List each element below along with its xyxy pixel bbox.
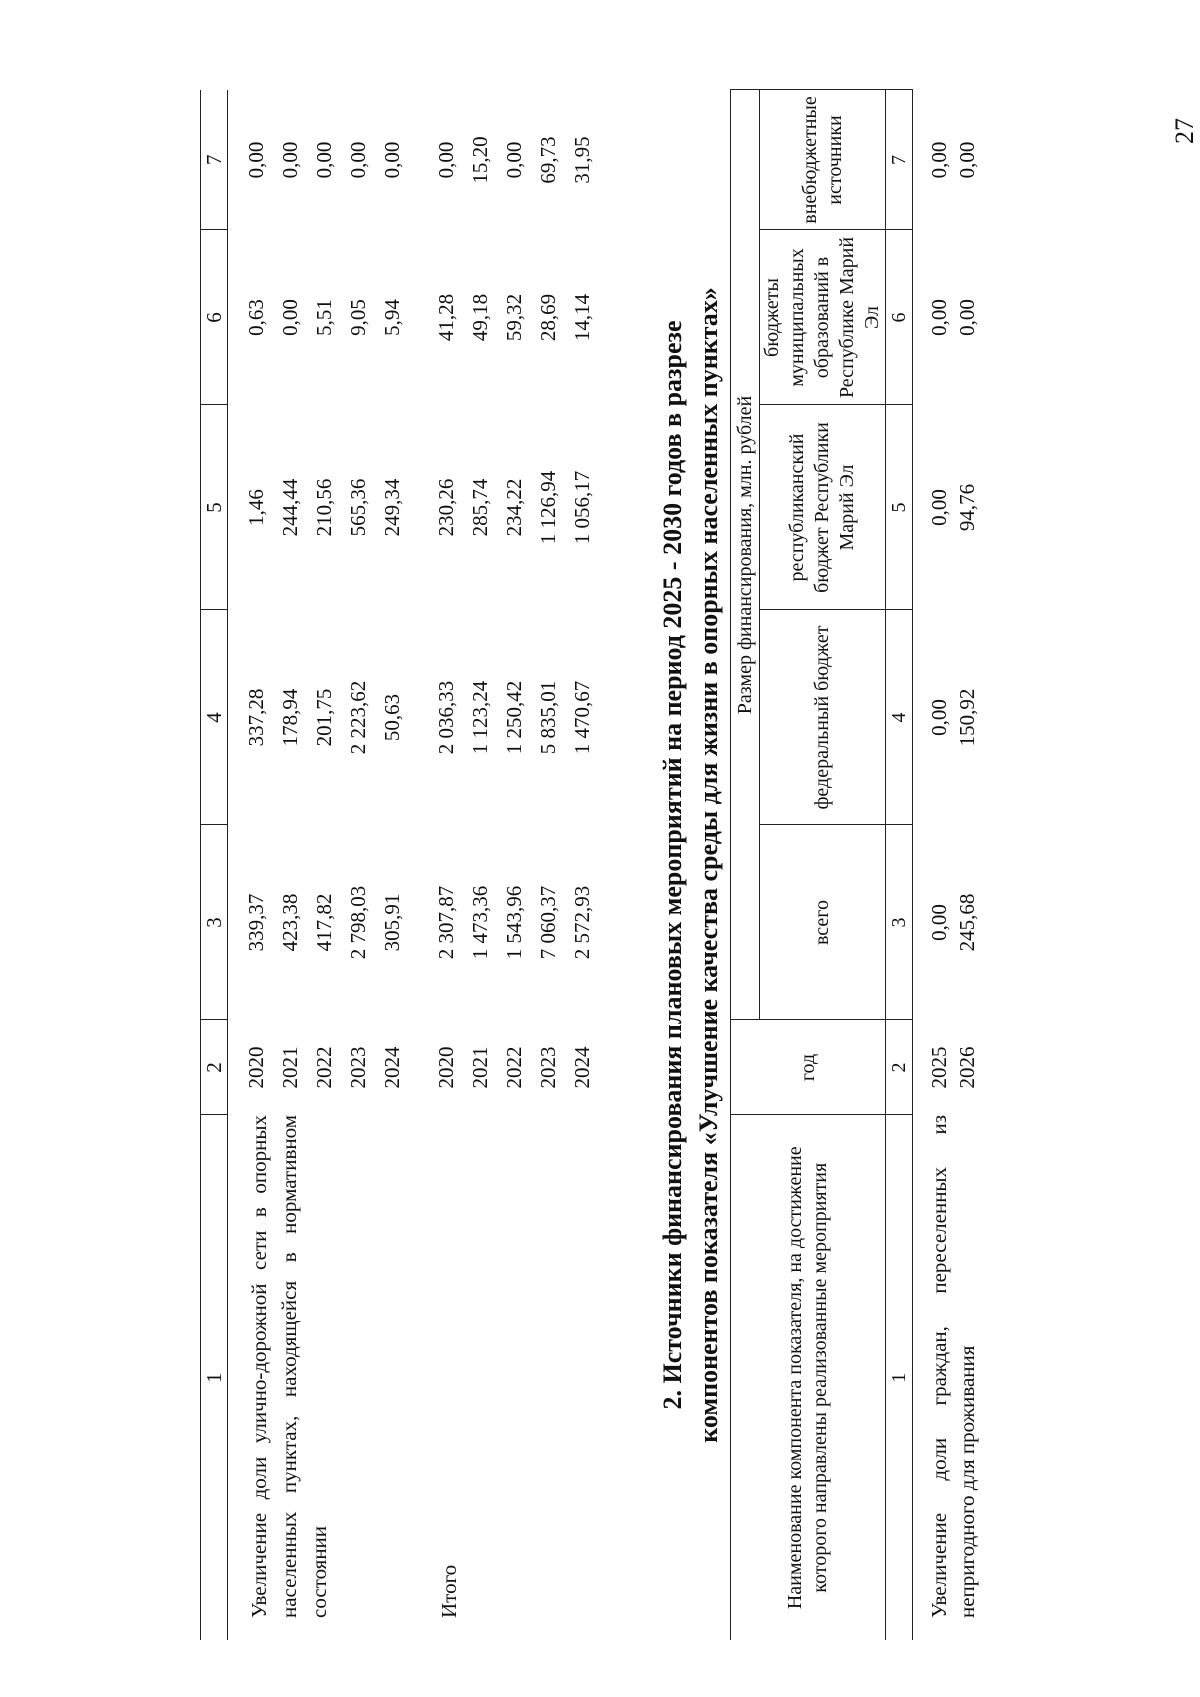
rotated-content	[200, 96, 1000, 1640]
value-cell: 69,73	[536, 136, 560, 184]
col-number: 1	[886, 1115, 913, 1640]
col-header-extrabudget: внебюджетные источники	[760, 90, 886, 230]
col-header: 5	[201, 405, 228, 610]
year-cell: 2020	[434, 1046, 458, 1089]
value-cell: 249,34	[380, 478, 404, 537]
value-cell: 244,44	[278, 478, 302, 537]
value-cell: 7 060,37	[536, 885, 560, 960]
value-cell: 417,82	[312, 893, 336, 952]
component-name: Увеличение доли граждан, переселенных из непригодного для проживания	[927, 1115, 979, 1618]
col-header-group: Размер финансирования, млн. рублей	[731, 90, 760, 1020]
value-cell: 59,32	[502, 293, 526, 342]
heading-line-1: 2. Источники финансирования плановых мероприятий на период 2025 - 2030 годов в разрезе	[658, 320, 687, 1410]
value-cell: 245,68	[955, 893, 979, 952]
col-header-total: всего	[760, 825, 886, 1020]
row-spacer	[414, 90, 434, 1640]
value-cell: 94,76	[955, 483, 979, 532]
col-header-republic: республиканский бюджет Республики Марий Эл	[760, 405, 886, 610]
col-header: 6	[201, 230, 228, 405]
value-cell: 0,63	[244, 299, 268, 336]
section-heading	[655, 90, 727, 1640]
value-cell: 2 572,93	[570, 885, 594, 960]
value-cell: 41,28	[434, 293, 458, 342]
year-cell: 2024	[570, 1046, 594, 1089]
value-cell: 0,00	[927, 699, 951, 736]
value-cell: 210,56	[312, 478, 336, 537]
value-cell: 28,69	[536, 293, 560, 342]
value-cell: 0,00	[312, 141, 336, 179]
value-cell: 234,22	[502, 478, 526, 537]
value-cell: 1 250,42	[502, 680, 526, 755]
value-cell: 0,00	[244, 141, 268, 179]
table-header-row	[731, 90, 760, 1640]
value-cell: 337,28	[244, 688, 268, 747]
value-cell: 178,94	[278, 688, 302, 747]
year-cell: 2021	[278, 1046, 302, 1089]
value-cell: 1 123,24	[468, 680, 492, 755]
col-number: 4	[886, 610, 913, 825]
value-cell: 1,46	[244, 489, 268, 526]
value-cell: 0,00	[434, 141, 458, 179]
value-cell: 0,00	[278, 299, 302, 336]
value-cell: 15,20	[468, 136, 492, 184]
value-cell: 49,18	[468, 293, 492, 342]
value-cell: 14,14	[570, 293, 594, 342]
page-number: 27	[1170, 118, 1199, 144]
value-cell: 2 307,87	[434, 885, 458, 960]
column-number-row	[886, 90, 913, 1640]
col-number: 3	[886, 825, 913, 1020]
value-cell: 9,05	[346, 299, 370, 336]
value-cell: 230,26	[434, 478, 458, 537]
value-cell: 1 056,17	[570, 470, 594, 545]
value-cell: 0,00	[380, 141, 404, 179]
col-number: 2	[886, 1020, 913, 1115]
col-header-component: Наименование компонента показателя, на достижение которого направлены реализованные мероприятия	[731, 1115, 886, 1640]
value-cell: 285,74	[468, 478, 492, 537]
year-cell: 2023	[536, 1046, 560, 1089]
value-cell: 31,95	[570, 136, 594, 184]
value-cell: 1 126,94	[536, 470, 560, 545]
value-cell: 0,00	[502, 141, 526, 179]
value-cell: 565,36	[346, 478, 370, 537]
value-cell: 150,92	[955, 688, 979, 747]
value-cell: 305,91	[380, 893, 404, 952]
col-number: 5	[886, 405, 913, 610]
year-cell: 2023	[346, 1046, 370, 1089]
col-header: 7	[201, 90, 228, 230]
col-number: 6	[886, 230, 913, 405]
value-cell: 0,00	[278, 141, 302, 179]
table-row	[913, 90, 954, 1640]
col-header: 4	[201, 610, 228, 825]
value-cell: 423,38	[278, 893, 302, 952]
table-row	[228, 90, 279, 1640]
col-header: 3	[201, 825, 228, 1020]
value-cell: 5 835,01	[536, 680, 560, 755]
col-header-municipal: бюджеты муниципальных образований в Республике Марий Эл	[760, 230, 886, 405]
table-header-row	[201, 90, 228, 1640]
value-cell: 5,94	[380, 299, 404, 336]
col-header: 1	[201, 1115, 228, 1640]
year-cell: 2024	[380, 1046, 404, 1089]
col-header-federal: федеральный бюджет	[760, 610, 886, 825]
value-cell: 0,00	[927, 141, 951, 179]
table-row	[434, 90, 468, 1640]
component-name: Увеличение доли улично-дорожной сети в опорных населенных пунктах, находящейся в нормативном состоянии	[247, 1115, 331, 1618]
value-cell: 1 470,67	[570, 680, 594, 755]
value-cell: 50,63	[380, 693, 404, 742]
value-cell: 5,51	[312, 299, 336, 336]
col-header: 2	[201, 1020, 228, 1115]
table-financing-2020-2024	[200, 90, 604, 1640]
value-cell: 0,00	[955, 299, 979, 336]
col-header-year: год	[731, 1020, 886, 1115]
year-cell: 2021	[468, 1046, 492, 1089]
heading-line-2: компонентов показателя «Улучшение качества среды для жизни в опорных населенных пунктах»	[694, 287, 723, 1443]
col-number: 7	[886, 90, 913, 230]
value-cell: 0,00	[927, 904, 951, 941]
value-cell: 339,37	[244, 893, 268, 952]
year-cell: 2020	[244, 1046, 268, 1089]
value-cell: 201,75	[312, 688, 336, 747]
value-cell: 0,00	[346, 141, 370, 179]
value-cell: 0,00	[927, 299, 951, 336]
value-cell: 1 473,36	[468, 885, 492, 960]
year-cell: 2026	[955, 1046, 979, 1089]
value-cell: 2 223,62	[346, 680, 370, 755]
total-label: Итого	[437, 1564, 461, 1618]
value-cell: 0,00	[927, 489, 951, 526]
year-cell: 2022	[312, 1046, 336, 1089]
table-financing-2025-2030	[730, 89, 981, 1640]
value-cell: 0,00	[955, 141, 979, 179]
value-cell: 2 036,33	[434, 680, 458, 755]
value-cell: 2 798,03	[346, 885, 370, 960]
year-cell: 2022	[502, 1046, 526, 1089]
value-cell: 1 543,96	[502, 885, 526, 960]
year-cell: 2025	[927, 1046, 951, 1089]
